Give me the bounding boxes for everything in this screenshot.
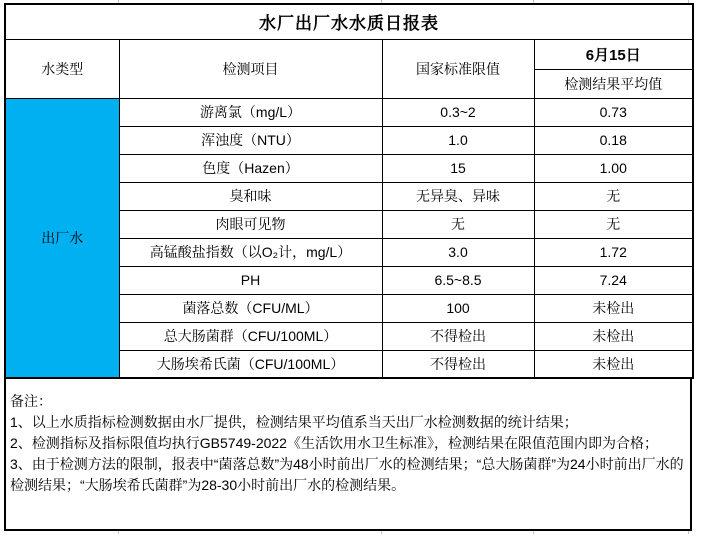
item-cell[interactable]: 游离氯（mg/L） bbox=[119, 98, 382, 126]
item-cell[interactable]: 菌落总数（CFU/ML） bbox=[119, 294, 382, 322]
limit-cell[interactable]: 无 bbox=[382, 210, 534, 238]
result-cell[interactable]: 无 bbox=[534, 210, 693, 238]
header-item[interactable]: 检测项目 bbox=[119, 39, 382, 98]
limit-cell[interactable]: 15 bbox=[382, 154, 534, 182]
gridline-tick bbox=[381, 0, 382, 3]
water-type-cell[interactable]: 出厂水 bbox=[5, 98, 119, 378]
limit-cell[interactable]: 无异臭、异味 bbox=[382, 182, 534, 210]
header-water-type[interactable]: 水类型 bbox=[5, 39, 119, 98]
gridline-tick bbox=[533, 0, 534, 3]
gridline-tick bbox=[118, 531, 119, 534]
result-cell[interactable]: 未检出 bbox=[534, 350, 693, 378]
water-quality-report-table bbox=[4, 3, 694, 379]
limit-cell[interactable]: 6.5~8.5 bbox=[382, 266, 534, 294]
limit-cell[interactable]: 不得检出 bbox=[382, 350, 534, 378]
result-cell[interactable]: 7.24 bbox=[534, 266, 693, 294]
result-cell[interactable]: 0.73 bbox=[534, 98, 693, 126]
limit-cell[interactable]: 1.0 bbox=[382, 126, 534, 154]
item-cell[interactable]: 大肠埃希氏菌（CFU/100ML） bbox=[119, 350, 382, 378]
gridline-tick bbox=[118, 0, 119, 3]
item-cell[interactable]: PH bbox=[119, 266, 382, 294]
grid-strip-top bbox=[0, 0, 701, 3]
item-cell[interactable]: 色度（Hazen） bbox=[119, 154, 382, 182]
note-line-1: 1、以上水质指标检测数据由水厂提供，检测结果平均值系当天出厂水检测数据的统计结果； bbox=[10, 414, 578, 430]
result-cell[interactable]: 未检出 bbox=[534, 322, 693, 350]
limit-cell[interactable]: 不得检出 bbox=[382, 322, 534, 350]
limit-cell[interactable]: 0.3~2 bbox=[382, 98, 534, 126]
header-national-limit[interactable]: 国家标准限值 bbox=[382, 39, 534, 98]
notes-cell[interactable] bbox=[4, 379, 692, 531]
report-title-cell[interactable]: 水厂出厂水水质日报表 bbox=[5, 4, 693, 39]
item-cell[interactable]: 浑浊度（NTU） bbox=[119, 126, 382, 154]
notes-label: 备注： bbox=[10, 393, 52, 409]
result-cell[interactable]: 0.18 bbox=[534, 126, 693, 154]
item-cell[interactable]: 高锰酸盐指数（以O₂计，mg/L） bbox=[119, 238, 382, 266]
result-cell[interactable]: 1.72 bbox=[534, 238, 693, 266]
header-result-avg[interactable]: 检测结果平均值 bbox=[534, 69, 693, 98]
result-cell[interactable]: 未检出 bbox=[534, 294, 693, 322]
item-cell[interactable]: 肉眼可见物 bbox=[119, 210, 382, 238]
item-cell[interactable]: 臭和味 bbox=[119, 182, 382, 210]
result-cell[interactable]: 无 bbox=[534, 182, 693, 210]
gridline-tick bbox=[381, 531, 382, 534]
note-line-3: 3、由于检测方法的限制，报表中“菌落总数”为48小时前出厂水的检测结果；“总大肠菌群”为24小时前出厂水的检测结果；“大肠埃希氏菌群”为28-30小时前出厂水的检测结果。 bbox=[10, 456, 684, 493]
item-cell[interactable]: 总大肠菌群（CFU/100ML） bbox=[119, 322, 382, 350]
grid-strip-bottom bbox=[0, 531, 701, 534]
result-cell[interactable]: 1.00 bbox=[534, 154, 693, 182]
table-row bbox=[5, 98, 693, 126]
note-line-2: 2、检测指标及指标限值均执行GB5749-2022《生活饮用水卫生标准》，检测结果在限值范围内即为合格； bbox=[10, 435, 658, 451]
limit-cell[interactable]: 3.0 bbox=[382, 238, 534, 266]
limit-cell[interactable]: 100 bbox=[382, 294, 534, 322]
gridline-tick bbox=[688, 0, 689, 3]
gridline-tick bbox=[688, 531, 689, 534]
header-date[interactable]: 6月15日 bbox=[534, 39, 693, 69]
gridline-tick bbox=[533, 531, 534, 534]
